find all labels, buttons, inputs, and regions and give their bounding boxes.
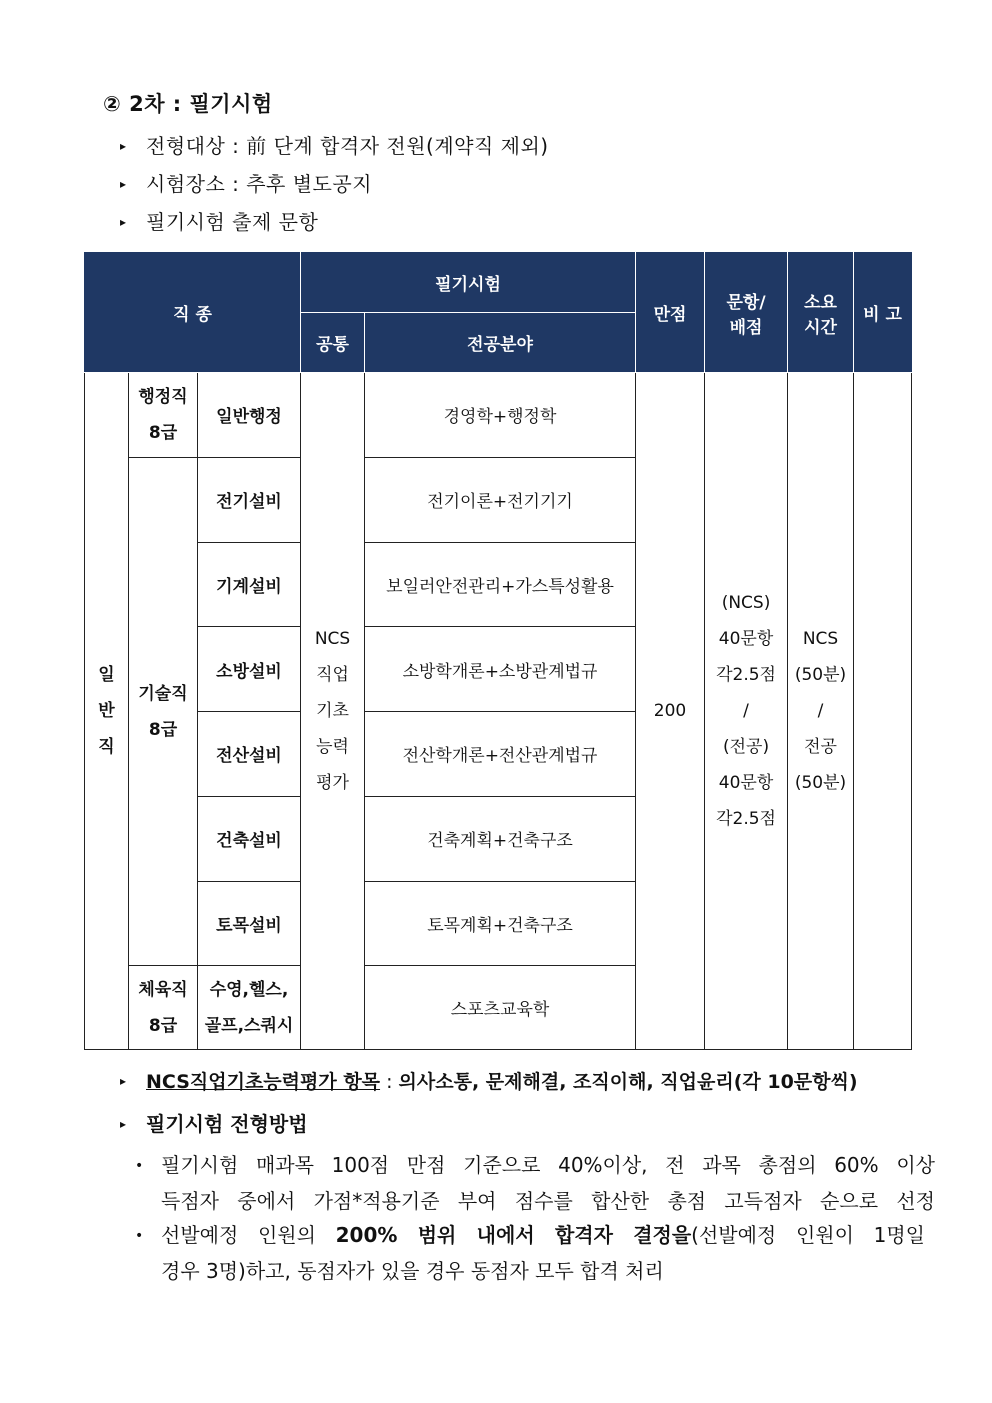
header-major: 전공분야 [365,313,636,373]
category-char: 일 [98,665,115,685]
job-line: 골프,스쿼시 [204,1015,294,1036]
ncs-note [120,1067,858,1094]
paragraph-line [135,1148,935,1184]
items-score [705,373,788,1050]
items-line: / [743,701,749,721]
category-char: 직 [98,737,115,757]
header-full-score: 만점 [636,253,705,373]
bullet-questions [120,206,318,235]
items-line: (전공) [722,737,770,757]
method-paragraph-2 [135,1218,925,1289]
paragraph-line: 득점자 중에서 가점*적용기준 부여 점수를 합산한 총점 고득점자 순으로 선정 [161,1189,935,1213]
items-line: 각2.5점 [716,809,776,829]
group-admin [129,373,198,458]
bullet-marker: ▸ [120,1074,127,1088]
group-pe [129,966,198,1050]
group-line: 행정직 [138,386,188,407]
job-name: 전산설비 [198,712,301,797]
job-name [198,966,301,1050]
common-line: NCS [314,629,351,649]
major-field: 보일러안전관리+가스특성활용 [365,542,636,627]
time-line: (50분) [794,665,847,685]
header-time-line1: 소요 [804,292,837,313]
header-time-line2: 시간 [804,317,837,338]
paragraph-line: 경우 3명)하고, 동점자가 있을 경우 동점자 모두 합격 처리 [161,1259,664,1283]
method-heading [120,1108,308,1137]
ncs-colon: : [380,1071,399,1093]
bullet-location [120,168,372,197]
ncs-items: 의사소통, 문제해결, 조직이해, 직업윤리(각 10문항씩) [398,1071,858,1093]
group-line: 8급 [148,1015,178,1036]
header-common: 공통 [301,313,365,373]
time-line: 전공 [804,737,837,757]
items-line: 각2.5점 [716,665,776,685]
time-line: NCS [802,629,839,649]
job-name: 일반행정 [198,373,301,458]
bullet-marker: ▸ [120,215,127,229]
major-field: 경영학+행정학 [365,373,636,458]
time-line: / [817,701,824,721]
group-line: 8급 [148,422,178,443]
major-field: 전산학개론+전산관계법규 [365,712,636,797]
time-line: (50분) [794,773,847,793]
group-line: 8급 [148,719,178,740]
group-line: 기술직 [138,683,188,704]
full-score: 200 [636,373,705,1050]
bullet-text: 필기시험 출제 문항 [146,210,319,234]
paragraph-text: 선발예정 인원의 [161,1223,336,1247]
major-field: 전기이론+전기기기 [365,457,636,542]
bullet-marker: ▸ [120,1117,127,1131]
header-items-line2: 배점 [729,317,763,338]
bullet-marker: ▸ [120,177,127,191]
bullet-marker: ▸ [120,139,127,153]
header-job: 직 종 [85,253,301,373]
bullet-text: 전형대상 : 前 단계 합격자 전원(계약직 제외) [146,134,549,158]
table-row [85,373,912,458]
common-subject [301,373,365,1050]
group-tech [129,457,198,966]
header-written: 필기시험 [301,253,636,313]
paragraph-text: (선발예정 인원이 1명일 [691,1223,925,1247]
header-items [705,253,788,373]
bullet-text: 시험장소 : 추후 별도공지 [146,172,373,196]
major-field: 토목계획+건축구조 [365,881,636,966]
bullet-dot: • [135,1158,144,1174]
job-line: 수영,헬스, [209,979,289,1000]
header-time [788,253,854,373]
major-field: 소방학개론+소방관계법규 [365,627,636,712]
items-line: (NCS) [721,593,771,613]
category-general [85,373,129,1050]
bullet-target [120,130,549,159]
major-field: 건축계획+건축구조 [365,796,636,881]
ncs-label: NCS직업기초능력평가 항목 [146,1071,381,1093]
note-cell [854,373,912,1050]
common-line: 기초 [316,701,349,721]
items-line: 40문항 [718,629,774,649]
paragraph-emphasis: 200% 범위 내에서 합격자 결정을 [335,1223,692,1247]
common-line: 평가 [316,773,349,793]
job-name: 건축설비 [198,796,301,881]
header-items-line1: 문항/ [726,292,766,313]
common-line: 능력 [316,737,349,757]
header-note: 비 고 [854,253,912,373]
items-line: 40문항 [718,773,774,793]
required-time [788,373,854,1050]
paragraph-line [135,1218,925,1254]
section-title: ② 2차 : 필기시험 [103,92,273,116]
bullet-dot: • [135,1228,144,1244]
job-name: 소방설비 [198,627,301,712]
job-name: 전기설비 [198,457,301,542]
category-char: 반 [98,701,115,721]
method-title: 필기시험 전형방법 [146,1112,308,1136]
job-name: 토목설비 [198,881,301,966]
group-line: 체육직 [138,979,188,1000]
method-paragraph-1 [135,1148,935,1219]
major-field: 스포츠교육학 [365,966,636,1050]
common-line: 직업 [316,665,349,685]
exam-table [84,252,912,1050]
paragraph-text: 필기시험 매과목 100점 만점 기준으로 40%이상, 전 과목 총점의 60% 이상 [161,1153,935,1177]
job-name: 기계설비 [198,542,301,627]
